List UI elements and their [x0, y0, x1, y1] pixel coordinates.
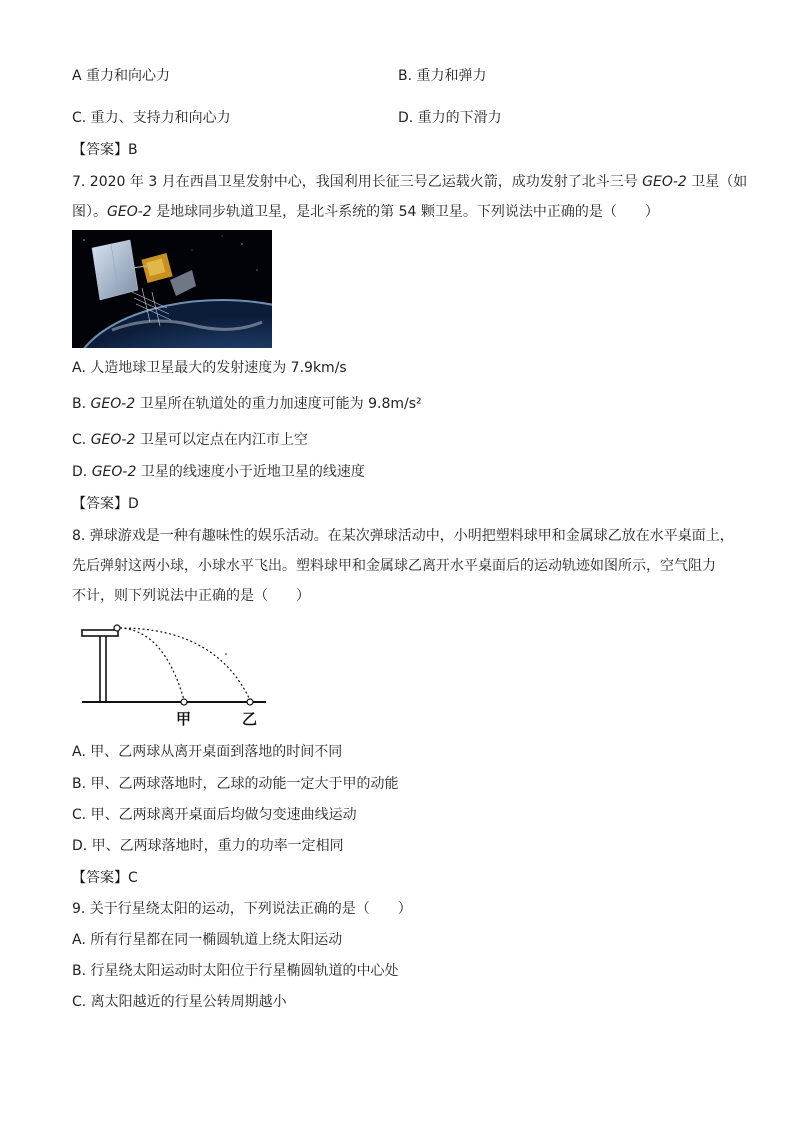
geo-term: GEO-2 — [107, 204, 152, 220]
landing-jia — [181, 699, 187, 705]
q6-answer — [72, 140, 138, 160]
q7-option-a: A. 人造地球卫星最大的发射速度为 7.9km/s — [72, 360, 347, 376]
geo-term: GEO-2 — [642, 174, 687, 190]
q7-option-c — [72, 430, 308, 450]
q8-stem-line1: 8. 弹球游戏是一种有趣味性的娱乐活动。在某次弹球活动中，小明把塑料球甲和金属球乙放在水平桌面上， — [72, 528, 734, 544]
trajectory-jia — [120, 628, 184, 700]
answer-value: B — [128, 142, 138, 158]
q6-option-b: B. 重力和弹力 — [398, 68, 487, 84]
q7-answer — [72, 494, 139, 514]
q8-option-c: C. 甲、乙两球离开桌面后均做匀变速曲线运动 — [72, 807, 357, 823]
trajectory-yi — [120, 628, 250, 700]
q9-option-c: C. 离太阳越近的行星公转周期越小 — [72, 994, 287, 1010]
answer-tag: 【答案】 — [72, 496, 128, 512]
label-jia: 甲 — [176, 710, 192, 728]
q7-stem-line1 — [72, 172, 747, 192]
satellite-image — [72, 230, 272, 348]
q8-answer — [72, 868, 138, 888]
q8-stem-line2: 先后弹射这两小球，小球水平飞出。塑料球甲和金属球乙离开水平桌面后的运动轨迹如图所示，空气阻力 — [72, 558, 716, 574]
q7-option-b — [72, 394, 422, 414]
q9-option-b: B. 行星绕太阳运动时太阳位于行星椭圆轨道的中心处 — [72, 963, 399, 979]
q7-option-text: C. — [72, 432, 91, 448]
geo-term: GEO-2 — [90, 396, 136, 412]
q7-option-text: 卫星可以定点在内江市上空 — [135, 432, 308, 448]
q7-stem-text: 7. 2020 年 3 月在西昌卫星发射中心，我国利用长征三号乙运载火箭，成功发射了北斗三号 — [72, 174, 643, 190]
q8-option-b: B. 甲、乙两球落地时，乙球的动能一定大于甲的动能 — [72, 776, 399, 792]
q9-stem: 9. 关于行星绕太阳的运动，下列说法正确的是（ ） — [72, 901, 412, 917]
q7-stem-line2 — [72, 202, 659, 222]
q7-stem-text: 是地球同步轨道卫星，是北斗系统的第 54 颗卫星。下列说法中正确的是（ ） — [151, 204, 659, 220]
answer-tag: 【答案】 — [72, 142, 128, 158]
q7-option-text: 卫星所在轨道处的重力加速度可能为 9.8m/s² — [135, 396, 422, 412]
ball-start — [114, 625, 120, 631]
landing-yi — [247, 699, 253, 705]
answer-tag: 【答案】 — [72, 870, 128, 886]
answer-value: D — [128, 496, 139, 512]
q7-option-text: D. — [72, 464, 92, 480]
q8-stem-line3: 不计，则下列说法中正确的是（ ） — [72, 588, 310, 604]
geo-term: GEO-2 — [90, 432, 136, 448]
q6-option-a: A 重力和向心力 — [72, 68, 171, 84]
q8-option-d: D. 甲、乙两球落地时，重力的功率一定相同 — [72, 838, 344, 854]
trajectory-diagram — [76, 620, 272, 732]
answer-value: C — [128, 870, 138, 886]
label-yi: 乙 — [242, 710, 258, 728]
q6-option-c: C. 重力、支持力和向心力 — [72, 110, 231, 126]
geo-term: GEO-2 — [91, 464, 137, 480]
q7-stem-text: 图）。 — [72, 204, 107, 220]
q8-option-a: A. 甲、乙两球从离开桌面到落地的时间不同 — [72, 744, 343, 760]
table-top — [82, 630, 118, 636]
q6-option-d: D. 重力的下滑力 — [398, 110, 502, 126]
q7-stem-text: 卫星（如 — [686, 174, 748, 190]
q9-option-a: A. 所有行星都在同一椭圆轨道上绕太阳运动 — [72, 932, 343, 948]
q7-option-text: B. — [72, 396, 91, 412]
q7-option-text: 卫星的线速度小于近地卫星的线速度 — [136, 464, 365, 480]
q7-option-d — [72, 462, 365, 482]
